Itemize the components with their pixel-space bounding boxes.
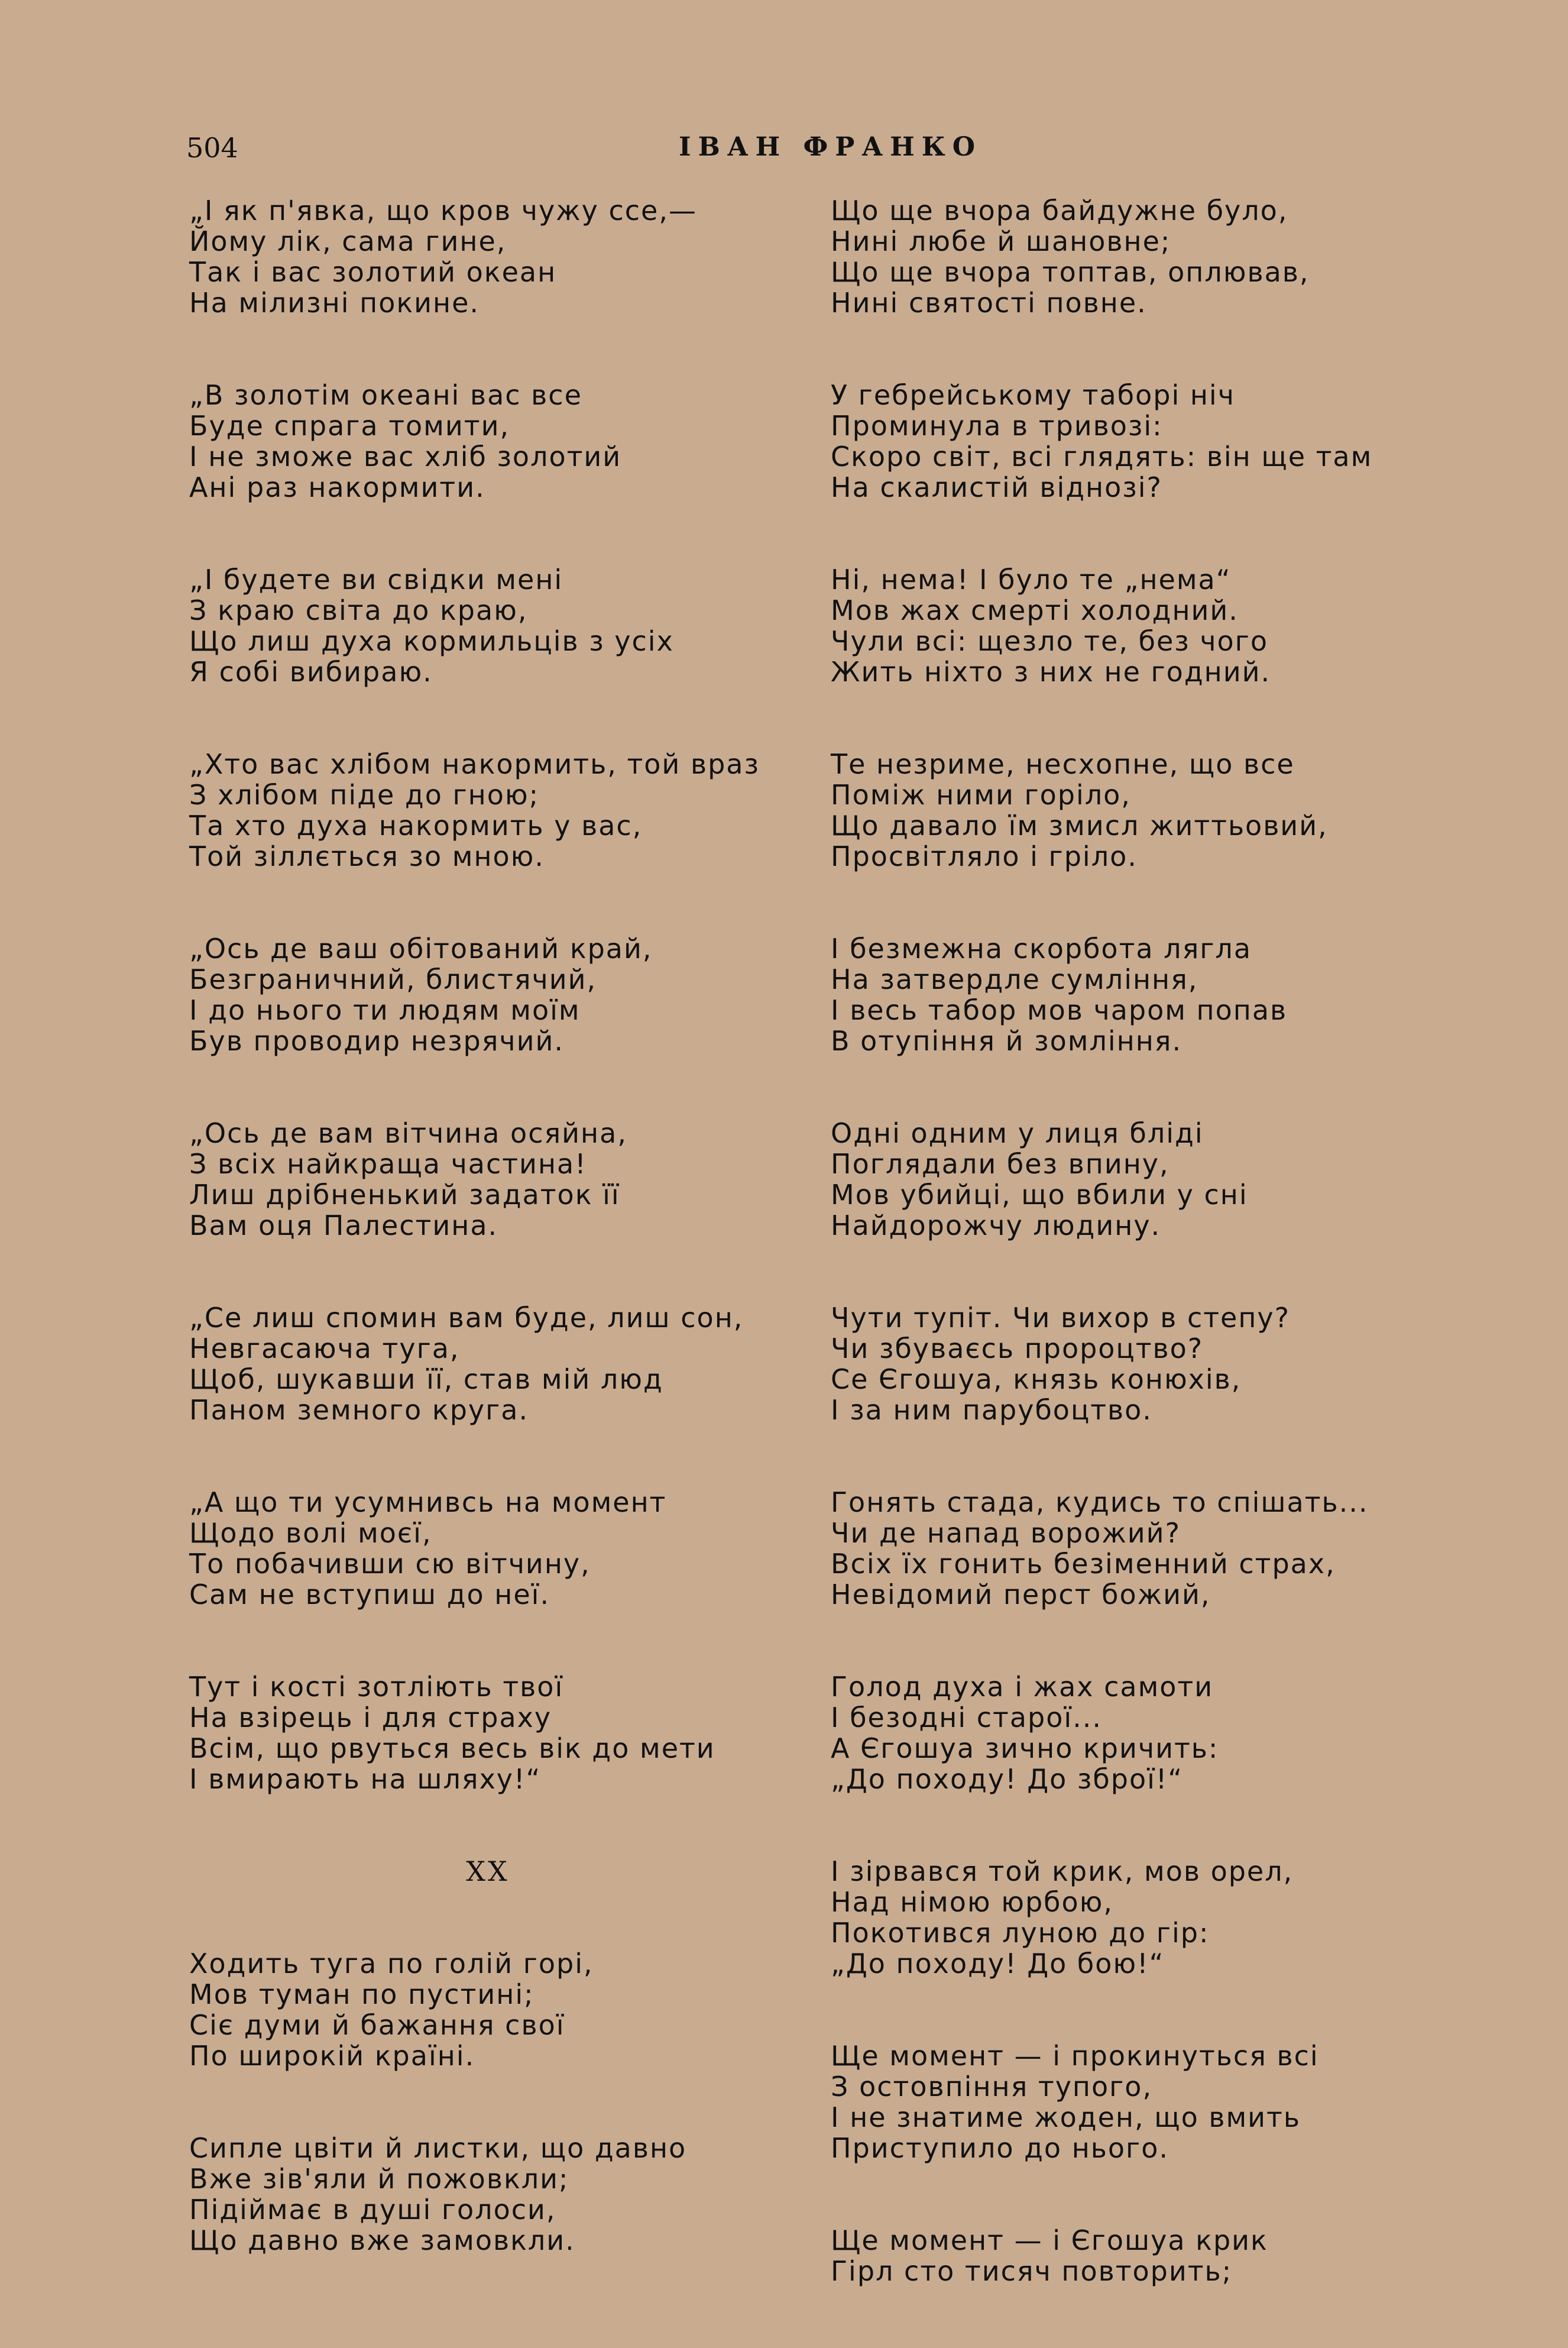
left-column xyxy=(189,195,810,2317)
verse-line: Поглядали без впину, xyxy=(831,1148,1169,1180)
verse-line: З остовпіння тупого, xyxy=(831,2071,1153,2103)
verse-line: І безмежна скорбота лягла xyxy=(831,933,1252,965)
verse-line: Що лиш духа кормильців з усіх xyxy=(189,625,674,657)
left-stanzas-before xyxy=(189,195,810,1794)
verse-line: Невідомий перст божий, xyxy=(831,1579,1211,1610)
stanza xyxy=(831,749,1475,872)
stanza xyxy=(189,380,810,503)
stanza xyxy=(189,1118,810,1241)
stanza xyxy=(189,195,810,318)
verse-line: „Се лиш спомин вам буде, лиш сон, xyxy=(189,1302,744,1334)
verse-line: Паном земного круга. xyxy=(189,1394,529,1426)
verse-line: Вже зів'яли й пожовкли; xyxy=(189,2163,569,2195)
stanza xyxy=(831,195,1475,318)
verse-line: По широкій країні. xyxy=(189,2040,475,2072)
verse-line: Ходить туга по голій горі, xyxy=(189,1948,594,1980)
verse-line: Вам оця Палестина. xyxy=(189,1209,498,1241)
verse-line: У гебрейському таборі ніч xyxy=(831,379,1235,411)
verse-line: На затвердле сумління, xyxy=(831,963,1198,995)
verse-line: Проминула в тривозі: xyxy=(831,410,1163,442)
verse-line: Всіх їх гонить безіменний страх, xyxy=(831,1548,1336,1580)
verse-line: В отупіння й зомління. xyxy=(831,1025,1183,1057)
verse-line: Чи збуваєсь пророцтво? xyxy=(831,1333,1204,1364)
stanza xyxy=(189,933,810,1056)
verse-line: „В золотім океані вас все xyxy=(189,379,582,411)
verse-line: Над німою юрбою, xyxy=(831,1886,1114,1918)
verse-line: „Ось де вам вітчина осяйна, xyxy=(189,1117,627,1149)
verse-line: Жить ніхто з них не годний. xyxy=(831,656,1271,688)
verse-line: Що ще вчора байдужне було, xyxy=(831,195,1288,227)
verse-line: І не знатиме жоден, що вмить xyxy=(831,2101,1301,2133)
stanza xyxy=(831,380,1475,503)
stanza xyxy=(831,1856,1475,1979)
verse-line: Йому лік, сама гине, xyxy=(189,225,507,257)
verse-line: Що ще вчора топтав, оплював, xyxy=(831,256,1310,288)
verse-line: Поміж ними горіло, xyxy=(831,779,1131,811)
verse-line: „Ось де ваш обітований край, xyxy=(189,933,653,965)
verse-line: І вмирають на шляху!“ xyxy=(189,1763,542,1795)
verse-line: Ні, нема! І було те „нема“ xyxy=(831,564,1232,596)
verse-line: Ще момент — і прокинуться всі xyxy=(831,2040,1319,2072)
verse-line: А Єгошуа зично кричить: xyxy=(831,1732,1219,1764)
verse-line: Покотився луною до гір: xyxy=(831,1917,1210,1949)
verse-line: Скоро світ, всі глядять: він ще там xyxy=(831,441,1373,473)
verse-line: „А що ти усумнивсь на момент xyxy=(189,1486,667,1518)
verse-line: Мов туман по пустині; xyxy=(189,1978,534,2010)
verse-line: Щоб, шукавши її, став мій люд xyxy=(189,1363,663,1395)
verse-line: Лиш дрібненький задаток її xyxy=(189,1179,620,1211)
stanza xyxy=(831,2040,1475,2163)
verse-line: І безодні старої... xyxy=(831,1702,1103,1733)
left-stanzas-after xyxy=(189,1948,810,2256)
verse-line: То побачивши сю вітчину, xyxy=(189,1548,591,1580)
verse-line: З краю світа до краю, xyxy=(189,594,528,626)
stanza xyxy=(831,564,1475,687)
right-stanzas xyxy=(831,195,1475,2286)
verse-line: Нині любе й шановне; xyxy=(831,225,1171,257)
verse-line: Ані раз накормити. xyxy=(189,471,485,503)
verse-line: Та хто духа накормить у вас, xyxy=(189,810,643,842)
verse-line: І не зможе вас хліб золотий xyxy=(189,441,622,473)
verse-line: З всіх найкраща частина! xyxy=(189,1148,587,1180)
verse-line: Невгасаюча туга, xyxy=(189,1333,460,1364)
verse-line: На мілизні покине. xyxy=(189,287,480,319)
verse-line: Всім, що рвуться весь вік до мети xyxy=(189,1732,715,1764)
verse-line: „І будете ви свідки мені xyxy=(189,564,563,596)
verse-line: Буде спрага томити, xyxy=(189,410,510,442)
verse-line: Гонять стада, кудись то спішать... xyxy=(831,1486,1369,1518)
stanza xyxy=(189,2133,810,2256)
section-heading: XX xyxy=(466,1855,510,1887)
verse-line: Що давно вже замовкли. xyxy=(189,2224,575,2256)
verse-line: Сіє думи й бажання свої xyxy=(189,2009,565,2041)
verse-line: І за ним парубоцтво. xyxy=(831,1394,1152,1426)
verse-line: Нині святості повне. xyxy=(831,287,1147,319)
verse-line: Приступило до нього. xyxy=(831,2132,1169,2164)
verse-line: І весь табор мов чаром попав xyxy=(831,994,1288,1026)
verse-line: Щодо волі моєї, xyxy=(189,1517,432,1549)
verse-line: Гірл сто тисяч повторить; xyxy=(831,2255,1233,2287)
verse-line: Найдорожчу людину. xyxy=(831,1209,1161,1241)
stanza xyxy=(831,1118,1475,1241)
verse-line: Я собі вибираю. xyxy=(189,656,433,688)
verse-line: Сам не вступиш до неї. xyxy=(189,1579,550,1610)
verse-line: Ще момент — і Єгошуа крик xyxy=(831,2224,1268,2256)
verse-line: Просвітляло і гріло. xyxy=(831,840,1138,872)
stanza xyxy=(189,564,810,687)
verse-line: Се Єгошуа, князь конюхів, xyxy=(831,1363,1242,1395)
verse-line: На скалистій віднозі? xyxy=(831,471,1162,503)
verse-line: Був проводир незрячий. xyxy=(189,1025,565,1057)
verse-line: Що давало їм змисл життьовий, xyxy=(831,810,1328,842)
stanza xyxy=(831,1302,1475,1425)
verse-line: І зірвався той крик, мов орел, xyxy=(831,1855,1294,1887)
stanza xyxy=(831,1487,1475,1610)
verse-line: „І як п'явка, що кров чужу ссе,— xyxy=(189,195,697,227)
stanza xyxy=(189,1671,810,1794)
verse-line: Сипле цвіти й листки, що давно xyxy=(189,2132,687,2164)
verse-line: Так і вас золотий океан xyxy=(189,256,557,288)
verse-line: Чули всі: щезло те, без чого xyxy=(831,625,1268,657)
page-number: 504 xyxy=(186,132,238,164)
running-head: ІВАН ФРАНКО xyxy=(679,132,983,162)
verse-line: „Хто вас хлібом накормить, той враз xyxy=(189,748,760,780)
verse-line: Безграничний, блистячий, xyxy=(189,963,597,995)
verse-line: „До походу! До бою!“ xyxy=(831,1948,1165,1980)
verse-line: Той зіллється зо мною. xyxy=(189,840,545,872)
verse-line: Тут і кості зотліють твої xyxy=(189,1671,564,1703)
verse-line: Мов убийці, що вбили у сні xyxy=(831,1179,1248,1211)
stanza xyxy=(189,1948,810,2071)
stanza xyxy=(189,1302,810,1425)
verse-line: І до нього ти людям моїм xyxy=(189,994,581,1026)
stanza xyxy=(831,1671,1475,1794)
stanza xyxy=(831,933,1475,1056)
verse-line: Чути тупіт. Чи вихор в степу? xyxy=(831,1302,1291,1334)
right-column xyxy=(831,195,1475,2348)
stanza xyxy=(189,1487,810,1610)
verse-line: На взірець і для страху xyxy=(189,1702,552,1733)
verse-line: Голод духа і жах самоти xyxy=(831,1671,1214,1703)
verse-line: „До походу! До зброї!“ xyxy=(831,1763,1184,1795)
stanza xyxy=(189,749,810,872)
stanza xyxy=(831,2225,1475,2286)
verse-line: Чи де напад ворожий? xyxy=(831,1517,1181,1549)
verse-line: Підіймає в душі голоси, xyxy=(189,2194,556,2226)
verse-line: Одні одним у лиця бліді xyxy=(831,1117,1204,1149)
verse-line: З хлібом піде до гною; xyxy=(189,779,540,811)
verse-line: Мов жах смерті холодний. xyxy=(831,594,1239,626)
verse-line: Те незриме, несхопне, що все xyxy=(831,748,1295,780)
